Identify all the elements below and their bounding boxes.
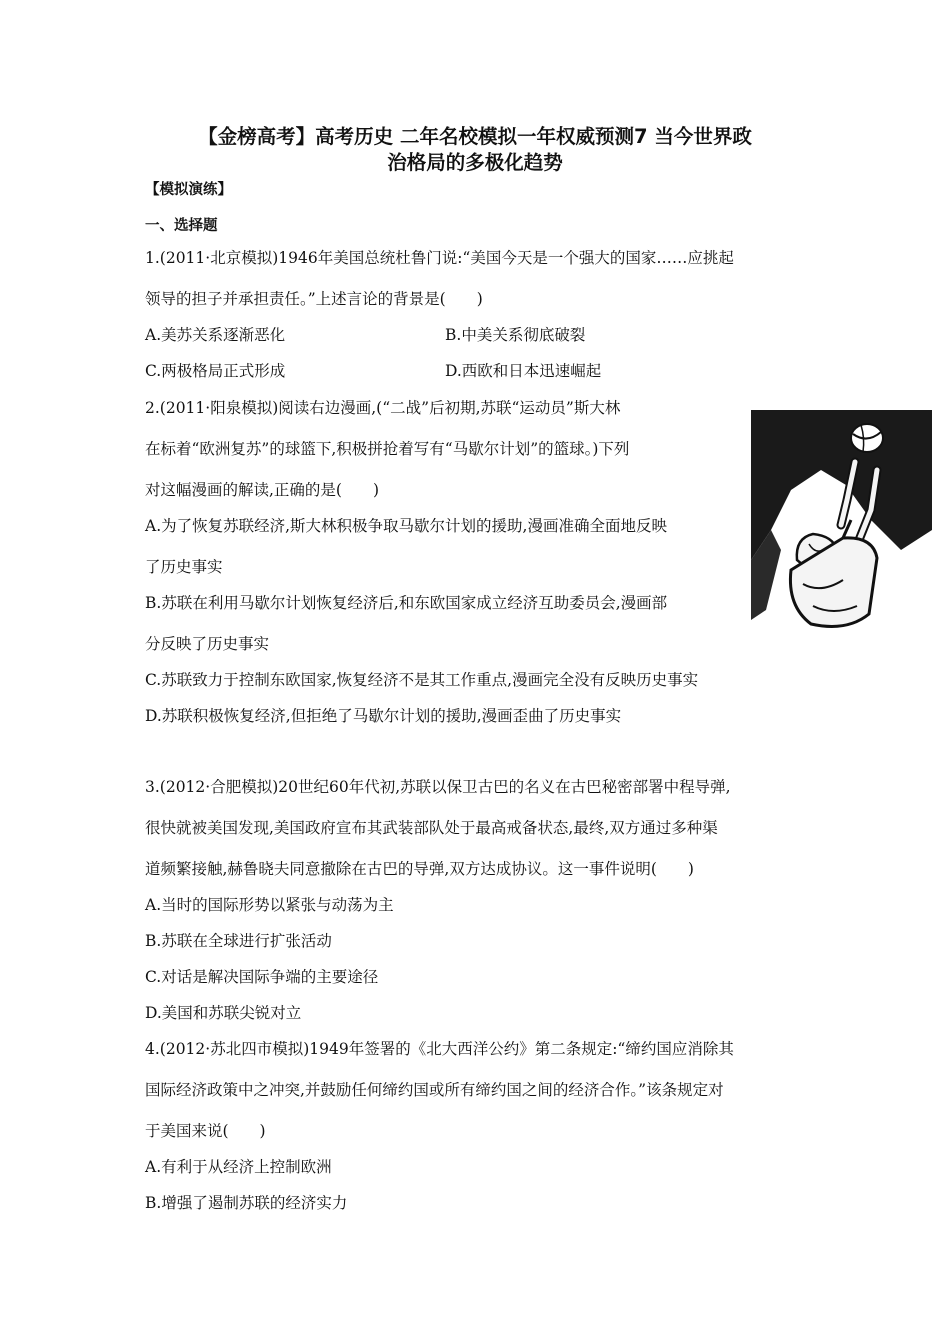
title-line-1: 【金榜高考】高考历史 二年名校模拟一年权威预测7 当今世界政 <box>198 125 752 148</box>
q4-stem-line-2: 国际经济政策中之冲突,并鼓励任何缔约国或所有缔约国之间的经济合作。”该条规定对 <box>145 1081 724 1099</box>
q1-stem-line-2: 领导的担子并承担责任。”上述言论的背景是( ) <box>145 290 483 308</box>
q4-option-b: B.增强了遏制苏联的经济实力 <box>145 1194 348 1212</box>
section-heading: 【模拟演练】 <box>145 182 232 198</box>
q4-stem-line-3: 于美国来说( ) <box>145 1122 266 1140</box>
cartoon-image <box>751 410 932 640</box>
title-line-2: 治格局的多极化趋势 <box>387 151 563 174</box>
document-title <box>120 124 830 176</box>
q1-option-d: D.西欧和日本迅速崛起 <box>445 362 602 380</box>
q4-option-a: A.有利于从经济上控制欧洲 <box>145 1158 332 1176</box>
q2-stem-line-1: 2.(2011·阳泉模拟)阅读右边漫画,(“二战”后初期,苏联“运动员”斯大林 <box>145 399 621 417</box>
q1-option-a: A.美苏关系逐渐恶化 <box>145 326 286 344</box>
q2-option-b-cont: 分反映了历史事实 <box>145 635 270 653</box>
q3-option-d: D.美国和苏联尖锐对立 <box>145 1004 302 1022</box>
q2-option-d: D.苏联积极恢复经济,但拒绝了马歇尔计划的援助,漫画歪曲了历史事实 <box>145 707 622 725</box>
q2-stem-line-2: 在标着“欧洲复苏”的球篮下,积极拼抢着写有“马歇尔计划”的篮球。)下列 <box>145 440 630 458</box>
q3-stem-line-2: 很快就被美国发现,美国政府宣布其武装部队处于最高戒备状态,最终,双方通过多种渠 <box>145 819 718 837</box>
q2-option-c: C.苏联致力于控制东欧国家,恢复经济不是其工作重点,漫画完全没有反映历史事实 <box>145 671 699 689</box>
q2-option-b: B.苏联在利用马歇尔计划恢复经济后,和东欧国家成立经济互助委员会,漫画部 <box>145 594 668 612</box>
q1-option-c: C.两极格局正式形成 <box>145 362 286 380</box>
q1-option-b: B.中美关系彻底破裂 <box>445 326 586 344</box>
q2-stem-line-3: 对这幅漫画的解读,正确的是( ) <box>145 481 380 499</box>
q3-option-c: C.对话是解决国际争端的主要途径 <box>145 968 379 986</box>
q2-option-a-cont: 了历史事实 <box>145 558 223 576</box>
q1-stem-line-1: 1.(2011·北京模拟)1946年美国总统杜鲁门说:“美国今天是一个强大的国家……应挑起 <box>145 249 734 267</box>
q3-option-a: A.当时的国际形势以紧张与动荡为主 <box>145 896 394 914</box>
q3-stem-line-1: 3.(2012·合肥模拟)20世纪60年代初,苏联以保卫古巴的名义在古巴秘密部署中程导弹, <box>145 778 731 796</box>
part-heading: 一、选择题 <box>145 218 218 234</box>
q3-stem-line-3: 道频繁接触,赫鲁晓夫同意撤除在古巴的导弹,双方达成协议。这一事件说明( ) <box>145 860 694 878</box>
q4-stem-line-1: 4.(2012·苏北四市模拟)1949年签署的《北大西洋公约》第二条规定:“缔约国应消除其 <box>145 1040 734 1058</box>
q3-option-b: B.苏联在全球进行扩张活动 <box>145 932 332 950</box>
q2-option-a: A.为了恢复苏联经济,斯大林积极争取马歇尔计划的援助,漫画准确全面地反映 <box>145 517 667 535</box>
